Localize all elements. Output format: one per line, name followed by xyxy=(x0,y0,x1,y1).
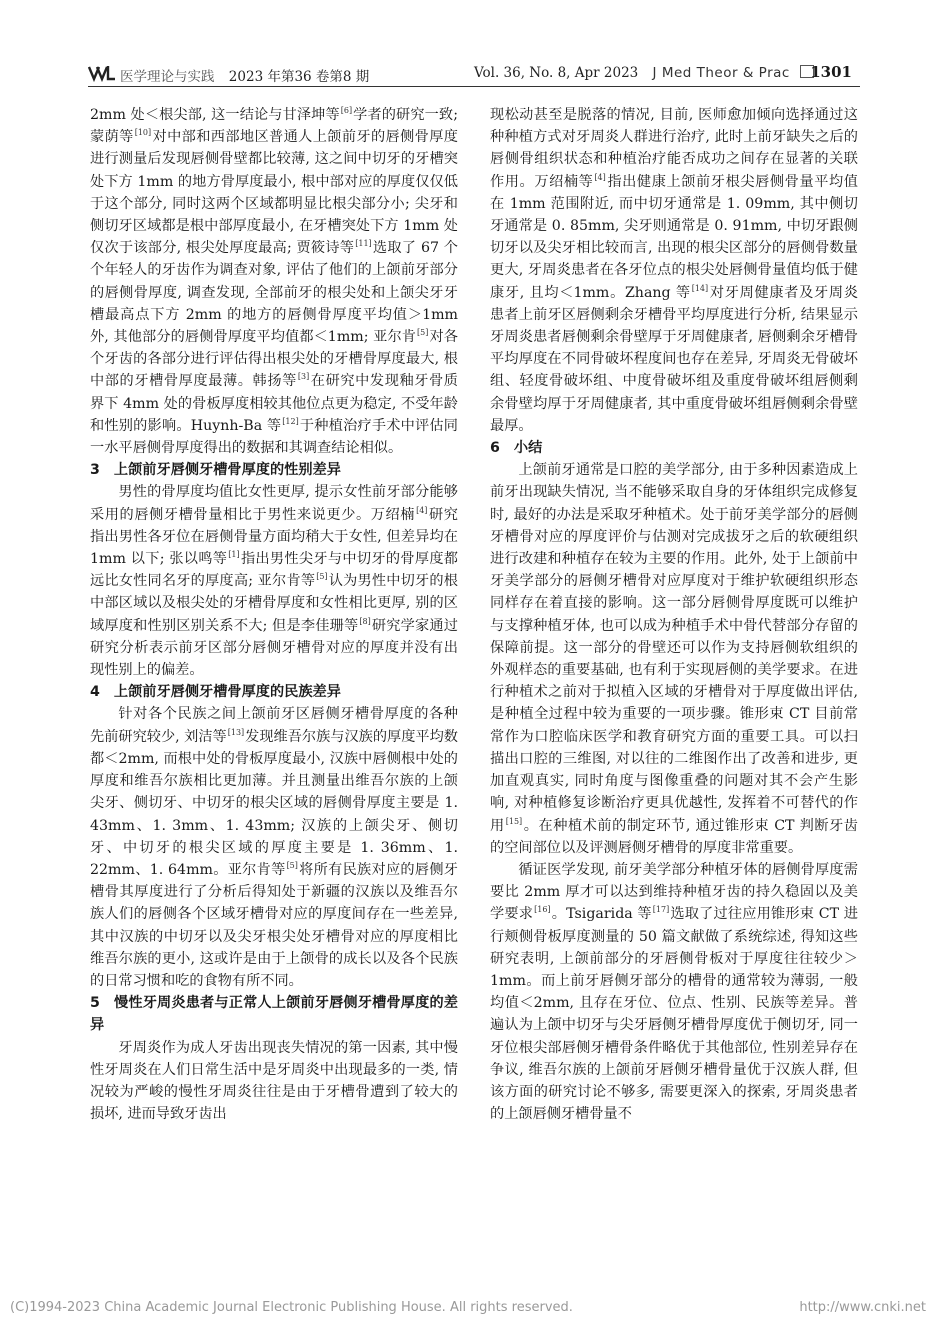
header-rule xyxy=(88,86,860,87)
citation[interactable]: [4] xyxy=(416,505,428,515)
paragraph: 男性的骨厚度均值比女性更厚, 提示女性前牙部分能够采用的唇侧牙槽骨量相比于男性来说更少。万绍楠[4]研究指出男性各牙位在唇侧骨量方面均稍大于女性, 但差异均在 1mm 以下; 张以鸣等[1]指出男性尖牙与中切牙的骨厚度都远比女性同名牙的厚度高; 亚尔肯等[5]认为男性中切牙的根中部区域以及根尖处的牙槽骨厚度和女性相比更厚, 别的区域厚度和性别区别关系不大; 但是李佳珊等[8]研究学家通过研究分析表示前牙区部分唇侧牙槽骨对应的厚度并没有出现性别上的偏差。 xyxy=(90,484,458,679)
issue-info-cn: 2023 年第36 卷第8 期 xyxy=(228,69,370,85)
paragraph: 针对各个民族之间上颌前牙区唇侧牙槽骨厚度的各种先前研究较少, 刘洁等[13]发现维吾尔族与汉族的厚度平均数都＜2mm, 而根中处的骨板厚度最小, 汉族中唇侧根中处的厚度和维吾尔族相比更加薄。并且测量出维吾尔族的上颌尖牙、侧切牙、中切牙的根尖区域的唇侧骨厚度主要是 1. 43mm、1. 3mm、1. 43mm; 汉族的上颌尖牙、侧切牙、中切牙的根尖区域的厚度主要是 1. 36mm、1. 22mm、1. 64mm。亚尔肯等[5]将所有民族对应的唇侧牙槽骨其厚度进行了分析后得知处于新疆的汉族以及维吾尔族人们的唇侧各个区域牙槽骨对应的厚度间存在一些差异, 其中汉族的中切牙以及尖牙根尖处牙槽骨对应的厚度相比维吾尔族的更小, 这或许是由于上颌骨的成长以及各个民族的日常习惯和吃的食物有所不同。 xyxy=(90,706,458,989)
citation[interactable]: [10] xyxy=(134,128,152,138)
issue-info-en: Vol. 36, No. 8, Apr 2023 xyxy=(474,65,639,81)
right-column xyxy=(490,104,858,1125)
paragraph: 现松动甚至是脱落的情况, 目前, 医师愈加倾向选择通过这种种植方式对牙周炎人群进行治疗, 此时上前牙缺失之后的唇侧骨组织状态和种植治疗能否成功之间存在显著的关联作用。万绍楠等[4]指出健康上颌前牙根尖唇侧骨量平均值在 1mm 范围附近, 而中切牙通常是 1. 09mm, 其中侧切牙通常是 0. 85mm, 尖牙则通常是 0. 91mm, 中切牙跟侧切牙以及尖牙相比较而言, 出现的根尖区部分的唇侧骨数量更大, 牙周炎患者在各牙位点的根尖处唇侧骨量值均低于健康牙, 且均＜1mm。Zhang 等[14]对牙周健康者及牙周炎患者上前牙区唇侧剩余牙槽骨平均厚度进行分析, 结果显示牙周炎患者唇侧剩余骨壁厚于牙周健康者, 唇侧剩余牙槽骨平均厚度在不同骨破坏程度间也存在差异, 牙周炎无骨破坏组、轻度骨破坏组、中度骨破坏组及重度骨破坏组唇侧剩余骨壁均厚于牙周健康者, 其中重度骨破坏组唇侧剩余骨壁最厚。 xyxy=(490,107,858,434)
section-heading-4: 4 上颌前牙唇侧牙槽骨厚度的民族差异 xyxy=(90,684,341,701)
citation[interactable]: [17] xyxy=(652,905,670,915)
citation[interactable]: [14] xyxy=(691,283,709,293)
page-footer xyxy=(10,1300,940,1315)
page-number: 1301 xyxy=(810,63,852,81)
citation[interactable]: [5] xyxy=(316,572,328,582)
header-right xyxy=(474,65,814,81)
citation[interactable]: [13] xyxy=(227,727,245,737)
paragraph: 2mm 处＜根尖部, 这一结论与甘泽坤等[6]学者的研究一致; 蒙荫等[10]对中部和西部地区普通人上颌前牙的唇侧骨厚度进行测量后发现唇侧骨壁都比较薄, 这之间中切牙的牙槽突处下方 1mm 的地方骨厚度最小, 根中部对应的厚度仅仅低于这个部分, 同时这两个区域都明显比根尖部分小; 尖牙和侧切牙区域都是根中部厚度最小, 在牙槽突处下方 1mm 处仅次于该部分, 根尖处厚度最高; 贾筱诗等[11]选取了 67 个个年轻人的牙齿作为调查对象, 评估了他们的上颌前牙部分的唇侧骨厚度, 调查发现, 全部前牙的根尖处和上颌尖牙牙槽最高点下方 2mm 的地方的唇侧骨厚度平均值＞1mm 外, 其他部分的唇侧骨厚度平均值都＜1mm; 亚尔肯[5]对各个牙齿的各部分进行评估得出根尖处的牙槽骨厚度最大, 根中部的牙槽骨厚度最薄。韩扬等[3]在研究中发现釉牙骨质界下 4mm 处的骨板厚度相较其他位点更为稳定, 不受年龄和性别的影响。Huynh-Ba 等[12]于种植治疗手术中评估同一水平唇侧骨厚度得出的数据和其调查结论相似。 xyxy=(90,106,458,457)
citation[interactable]: [5] xyxy=(286,860,298,870)
paragraph: 循证医学发现, 前牙美学部分种植牙体的唇侧骨厚度需要比 2mm 厚才可以达到维持种植牙齿的持久稳固以及美学要求[16]。Tsigarida 等[17]选取了过往应用锥形束 CT 进行颊侧骨板厚度测量的 50 篇文献做了系统综述, 得知这些研究表明, 上颌前部分的牙唇侧骨板对于厚度往往较少＞1mm。而上前牙唇侧牙部分的槽骨的通常较为薄弱, 一般均值＜2mm, 且存在牙位、位点、性别、民族等差异。普遍认为上颌中切牙与尖牙唇侧牙槽骨厚度优于侧切牙, 同一牙位根尖部唇侧牙槽骨条件略优于其他部位, 性别差异存在争议, 维吾尔族的上颌前牙唇侧牙槽骨量优于汉族人群, 但该方面的研究讨论不够多, 需要更深入的探索, 牙周炎患者的上颌唇侧牙槽骨量不 xyxy=(490,861,858,1123)
section-heading-5: 5 慢性牙周炎患者与正常人上颌前牙唇侧牙槽骨厚度的差异 xyxy=(90,995,458,1034)
citation[interactable]: [3] xyxy=(297,372,310,382)
citation[interactable]: [15] xyxy=(505,816,523,826)
section-heading-6: 6 小结 xyxy=(490,440,543,457)
paragraph: 上颌前牙通常是口腔的美学部分, 由于多种因素造成上前牙出现缺失情况, 当不能够采取自身的牙体组织完成修复时, 最好的办法是采取牙种植术。处于前牙美学部分的唇侧牙槽骨对应的厚度评价与估测对完成拔牙之后的软硬组织进行改建和种植存在较为主要的作用。此外, 处于上颌前中牙美学部分的唇侧牙槽骨对应厚度对于维护软硬组织形态同样存在着直接的影响。这一部分唇侧骨厚度既可以维护与支撑种植牙体, 也可以成为种植手术中骨代替部分存留的保障前提。这一部分的骨壁还可以作为支持唇侧软组织的外观样态的重要基础, 也有利于实现唇侧的美学要求。在进行种植术之前对于拟植入区域的牙槽骨对于厚度做出评估, 是种植全过程中较为重要的一项步骤。锥形束 CT 目前常常作为口腔临床医学和教育研究方面的重要工具。可以扫描出口腔的三维图, 对以往的二维图作出了改善和进步, 更加直观真实, 同时角度与图像重叠的问题对其不会产生影响, 对种植修复诊断治疗更具优越性, 发挥着不可替代的作用[15]。在种植术前的制定环节, 通过锥形束 CT 判断牙齿的空间部位以及评测唇侧牙槽骨的厚度非常重要。 xyxy=(490,462,858,856)
footer-url[interactable]: http://www.cnki.net xyxy=(799,1300,926,1315)
paragraph: 牙周炎作为成人牙齿出现丧失情况的第一因素, 其中慢性牙周炎在人们日常生活中是牙周炎中出现最多的一类, 情况较为严峻的慢性牙周炎往往是由于牙槽骨遭到了较大的损坏, 进而导致牙齿出 xyxy=(90,1039,458,1123)
citation[interactable]: [5] xyxy=(417,328,429,338)
journal-logo-icon xyxy=(88,64,116,82)
page-header xyxy=(88,62,860,88)
citation[interactable]: [11] xyxy=(355,239,372,249)
section-heading-3: 3 上颌前牙唇侧牙槽骨厚度的性别差异 xyxy=(90,462,341,479)
citation[interactable]: [4] xyxy=(594,172,606,182)
journal-name-cn: 医学理论与实践 xyxy=(120,69,215,85)
left-column xyxy=(90,104,458,1125)
citation[interactable]: [12] xyxy=(282,416,299,426)
copyright-notice: (C)1994-2023 China Academic Journal Electronic Publishing House. All rights reserved. xyxy=(10,1300,573,1315)
citation[interactable]: [1] xyxy=(228,550,240,560)
citation[interactable]: [16] xyxy=(534,905,551,915)
journal-abbreviation: J Med Theor & Prac xyxy=(652,65,790,81)
header-left xyxy=(120,65,369,85)
citation[interactable]: [8] xyxy=(359,616,371,626)
citation[interactable]: [6] xyxy=(340,106,353,115)
